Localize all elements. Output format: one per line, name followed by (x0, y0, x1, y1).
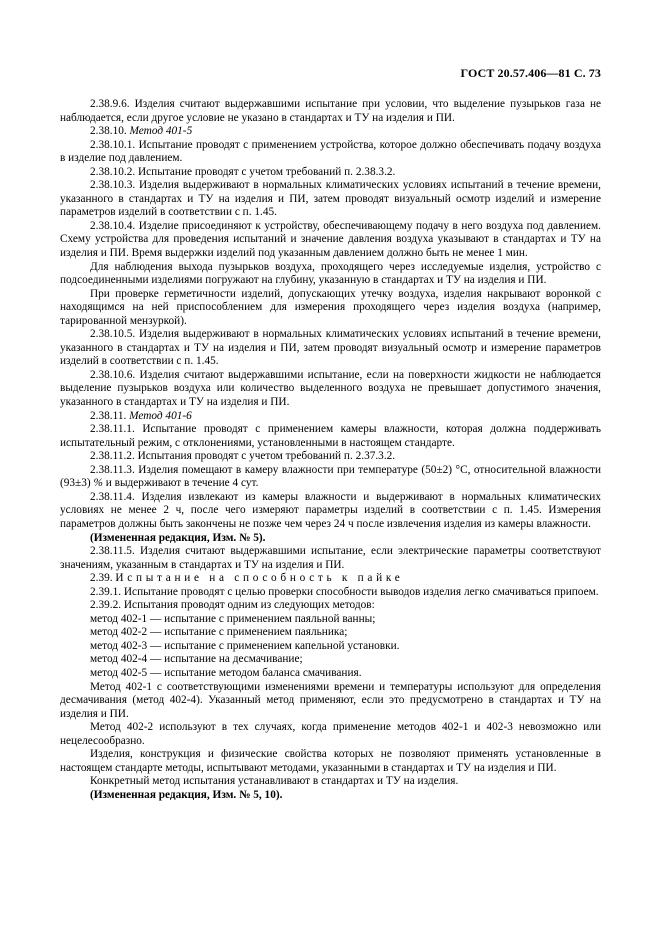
paragraph (60, 98, 601, 125)
paragraph (60, 721, 601, 748)
paragraph-text: метод 402-1 — испытание с применением паяльной ванны; (90, 612, 376, 625)
paragraph (60, 681, 601, 722)
paragraph (60, 545, 601, 572)
paragraph (60, 288, 601, 329)
paragraph-text: метод 402-4 — испытание на десмачивание; (90, 653, 303, 666)
paragraph-text: 2.38.9.6. Изделия считают выдержавшими испытание при условии, что выделение пузырьков газа не наблюдается, если другое условие не указано в стандартах и ТУ на изделия и ПИ. (60, 98, 601, 124)
paragraph-text: 2.38.10. (90, 125, 130, 138)
paragraph (60, 599, 601, 613)
paragraph (60, 261, 601, 288)
paragraph (60, 220, 601, 261)
paragraph (60, 532, 601, 546)
paragraph-text: Метод 402-1 с соответствующими изменениями времени и температуры используют для определения десмачивания (метод 402-4). Указанный метод применяют, если это предусмотрено в стандартах и ТУ на изделия и ПИ. (60, 680, 601, 720)
paragraph-text: 2.38.10.2. Испытание проводят с учетом требований п. 2.38.3.2. (90, 165, 396, 178)
paragraph-text: 2.38.10.6. Изделия считают выдержавшими испытание, если на поверхности жидкости не наблюдается выделение пузырьков воздуха или количество выделенного воздуха не превышает допустимого значения, указанного в стандартах и ТУ на изделия и ПИ. (60, 368, 601, 409)
paragraph (60, 572, 601, 586)
paragraph (60, 653, 601, 667)
paragraph (60, 640, 601, 654)
paragraph-text: Для наблюдения выхода пузырьков воздуха, проходящего через исследуемые изделия, устройство с подсоединенными изделиями погружают на глубину, указанную в стандартах и ТУ на изделия и ПИ. (60, 260, 601, 287)
paragraph-text: 2.38.10.1. Испытание проводят с применением устройства, которое должно обеспечивать подачу воздуха в изделие под давлением. (60, 138, 601, 165)
paragraph (60, 491, 601, 532)
paragraph-text: 2.38.11.3. Изделия помещают в камеру влажности при температуре (50±2) °С, относительной влажности (93±3) (60, 463, 601, 490)
paragraph-text: Конкретный метод испытания устанавливают в стандартах и ТУ на изделия. (90, 775, 459, 788)
paragraph-text: метод 402-5 — испытание методом баланса смачивания. (90, 666, 362, 679)
paragraph-text: 2.38.10.4. Изделие присоединяют к устройству, обеспечивающему подачу в него воздуха под давлением. Схему устройства для проведения испытаний и значение давления воздуха указывают в стандартах и ТУ на изделия и ПИ. Время выдержки изделий под указанным давлением должно быть не менее 1 мин. (60, 219, 601, 260)
paragraph (60, 626, 601, 640)
paragraph (60, 125, 601, 139)
paragraph (60, 328, 601, 369)
paragraph (60, 613, 601, 627)
paragraph-text-tail: и выдерживают в течение 4 сут. (102, 477, 259, 490)
paragraph-text: При проверке герметичности изделий, допускающих утечку воздуха, изделия накрывают воронкой с находящимся на ней приспособлением для измерения проходящего через изделия воздуха (например, тарированной мензуркой). (60, 287, 601, 327)
section-heading: Испытание на способность к пайке (115, 572, 404, 585)
paragraph-text: 2.38.10.5. Изделия выдерживают в нормальных климатических условиях испытаний в течение времени, указанного в стандартах и ТУ на изделия и ПИ, затем проводят визуальный осмотр и измерение параметров изделий в соответствии с п. 1.45. (60, 328, 601, 368)
paragraph-text: 2.38.11.4. Изделия извлекают из камеры влажности и выдерживают в нормальных климатических условиях не менее 2 ч, после чего измеряют параметры изделий в соответствии с п. 1.45. Измерения параметров должны быть закончены не позже чем через 24 ч после извлечения изделия из камеры влажности. (60, 490, 601, 530)
paragraph (60, 423, 601, 450)
paragraph-text: 2.39.2. Испытания проводят одним из следующих методов: (90, 599, 375, 612)
paragraph-text: 2.38.11.1. Испытание проводят с применением камеры влажности, которая должна поддерживать испытательный режим, с отклонениями, установленными в настоящем стандарте. (60, 423, 601, 449)
paragraph (60, 139, 601, 166)
italic-text: Метод 401-6 (129, 409, 192, 422)
page-header: ГОСТ 20.57.406—81 С. 73 (460, 66, 601, 80)
paragraph-text: (Измененная редакция, Изм. № 5, 10). (90, 788, 283, 801)
paragraph-text: метод 402-2 — испытание с применением паяльника; (90, 626, 348, 639)
paragraph-text: Метод 402-2 используют в тех случаях, когда применение методов 402-1 и 402-3 невозможно или нецелесообразно. (60, 721, 601, 747)
paragraph-text: 2.38.11.2. Испытания проводят с учетом требований п. 2.37.3.2. (90, 450, 396, 463)
paragraph-text: 2.39. (90, 572, 116, 585)
italic-text: % (93, 477, 103, 490)
paragraph (60, 410, 601, 424)
paragraph (60, 166, 601, 180)
paragraph (60, 179, 601, 220)
paragraph-text: (Измененная редакция, Изм. № 5). (90, 531, 266, 544)
paragraph-text: 2.39.1. Испытание проводят с целью проверки способности выводов изделия легко смачиваться припоем. (90, 585, 599, 598)
paragraph (60, 464, 601, 491)
paragraph (60, 667, 601, 681)
paragraph-text: 2.38.10.3. Изделия выдерживают в нормальных климатических условиях испытаний в течение времени, указанного в стандартах и ТУ на изделия и ПИ, затем проводят визуальный осмотр изделий и измерение параметров изделий в соответствии с п. 1.45. (60, 179, 601, 219)
italic-text: Метод 401-5 (129, 125, 193, 138)
paragraph-text: 2.38.11. (90, 409, 130, 422)
paragraph (60, 369, 601, 410)
paragraph-text: 2.38.11.5. Изделия считают выдержавшими испытание, если электрические параметры соответствуют значениям, указанным в стандартах и ТУ на изделия и ПИ. (60, 545, 601, 571)
paragraph-text: Изделия, конструкция и физические свойства которых не позволяют применять установленные в настоящем стандарте методы, испытывают методами, указанными в стандартах и ТУ на изделия и ПИ. (60, 748, 601, 774)
paragraph (60, 748, 601, 775)
paragraph (60, 450, 601, 464)
paragraph (60, 586, 601, 600)
paragraph (60, 775, 601, 789)
paragraph (60, 789, 601, 803)
paragraph-text: метод 402-3 — испытание с применением капельной установки. (90, 639, 400, 652)
document-body (60, 98, 601, 802)
